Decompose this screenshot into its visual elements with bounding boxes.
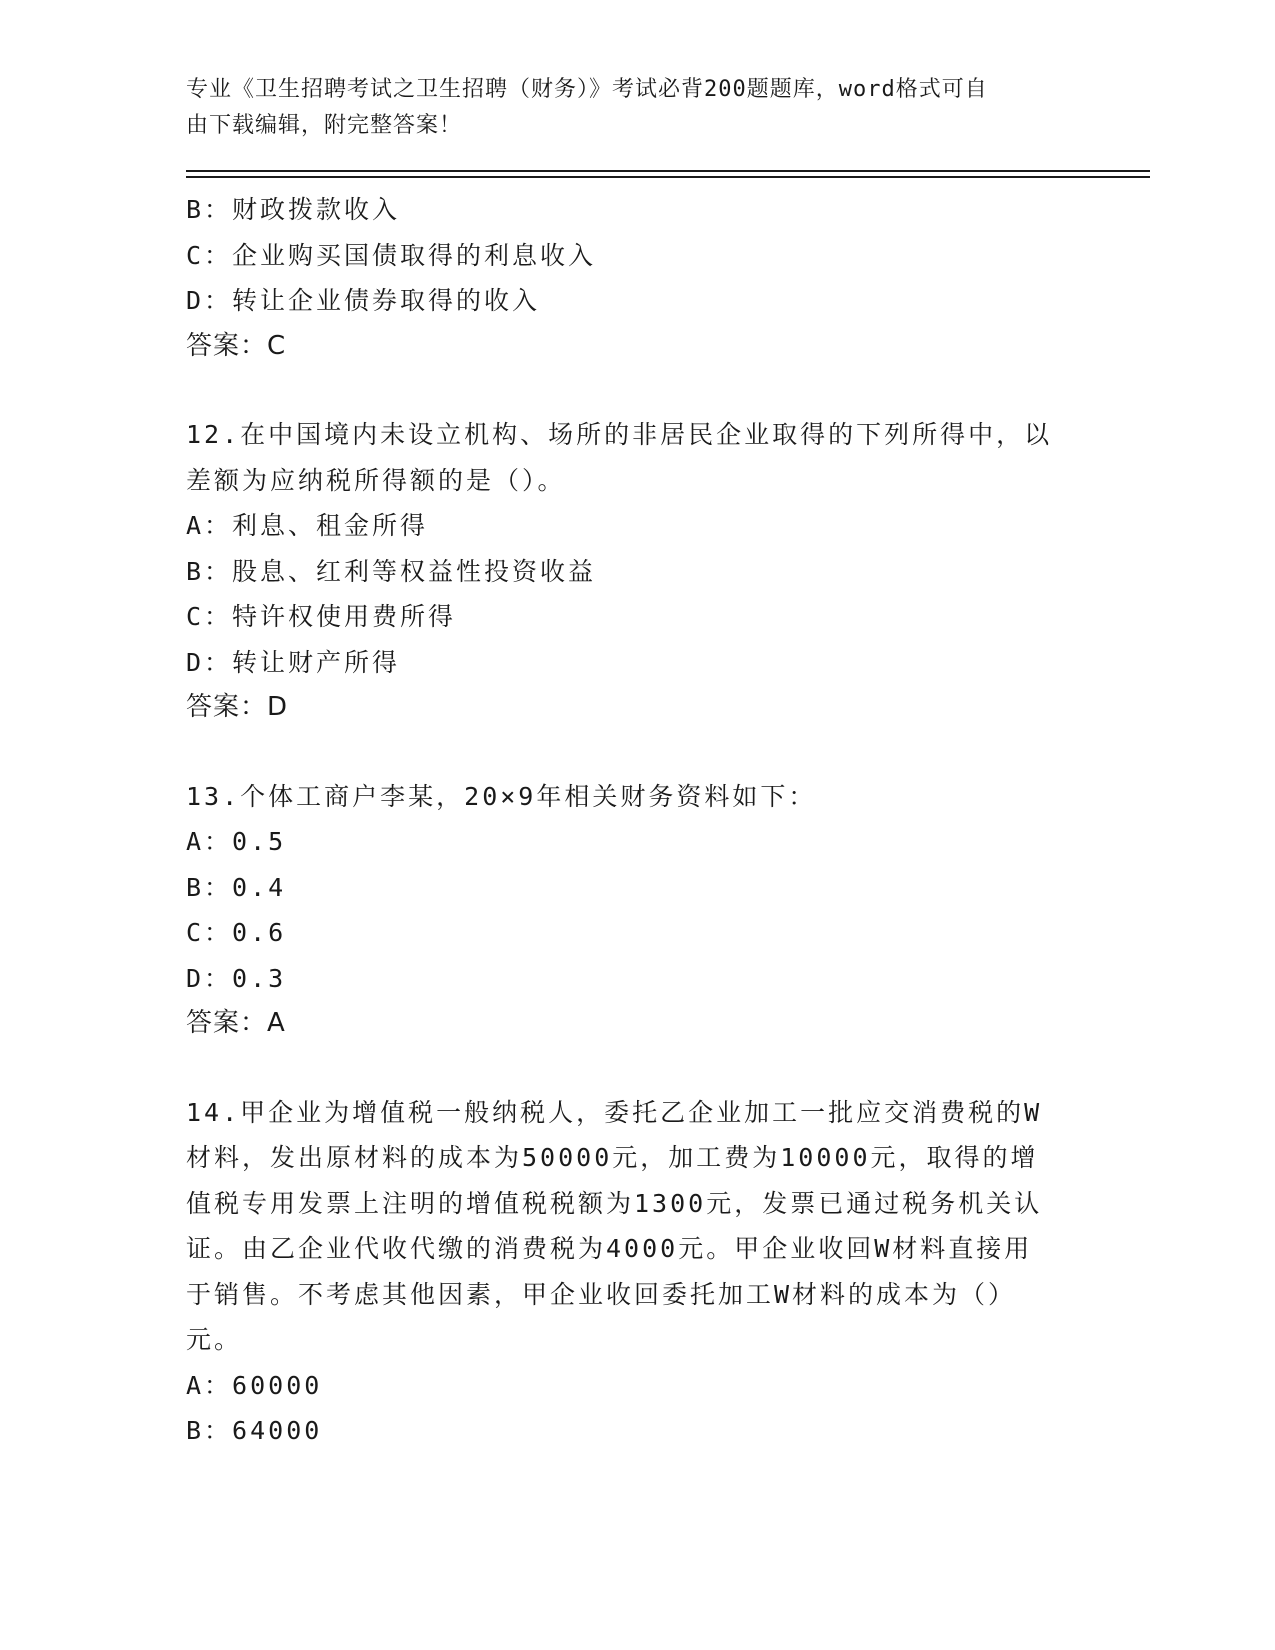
header-rule-bottom xyxy=(186,176,1150,178)
option-b: B：64000 xyxy=(186,1416,323,1445)
option-b: B：股息、红利等权益性投资收益 xyxy=(186,556,597,586)
question-text-line: 值税专用发票上注明的增值税税额为1300元，发票已通过税务机关认 xyxy=(186,1188,1043,1218)
question-14 xyxy=(186,1090,1086,1454)
document-body xyxy=(186,187,1086,1454)
question-text-line: 13.个体工商户李某，20×9年相关财务资料如下： xyxy=(186,781,817,811)
question-12 xyxy=(186,412,1086,731)
option-c: C：企业购买国债取得的利息收入 xyxy=(186,240,597,270)
question-11-continuation xyxy=(186,187,1086,369)
option-b: B：财政拨款收入 xyxy=(186,195,401,224)
option-c: C：特许权使用费所得 xyxy=(186,602,457,631)
option-c: C：0.6 xyxy=(186,918,287,947)
question-text-line: 元。 xyxy=(186,1325,243,1354)
spacer xyxy=(186,731,1086,774)
option-d: D：转让财产所得 xyxy=(186,647,401,677)
question-text-line: 14.甲企业为增值税一般纳税人，委托乙企业加工一批应交消费税的W xyxy=(186,1097,1043,1127)
question-text-line: 差额为应纳税所得额的是（）。 xyxy=(186,465,566,495)
header-rule-top xyxy=(186,170,1150,172)
option-d: D：转让企业债券取得的收入 xyxy=(186,286,541,315)
question-text-line: 材料，发出原材料的成本为50000元，加工费为10000元，取得的增 xyxy=(186,1143,1039,1172)
option-a: A：60000 xyxy=(186,1370,323,1400)
document-header xyxy=(186,72,1066,144)
question-text-line: 12.在中国境内未设立机构、场所的非居民企业取得的下列所得中，以 xyxy=(186,420,1053,449)
header-line-1: 专业《卫生招聘考试之卫生招聘（财务）》考试必背200题题库，word格式可自 xyxy=(186,77,988,102)
question-13 xyxy=(186,774,1086,1047)
option-a: A：0.5 xyxy=(186,827,287,856)
spacer xyxy=(186,1047,1086,1090)
option-d: D：0.3 xyxy=(186,963,287,993)
option-b: B：0.4 xyxy=(186,872,287,902)
answer-line: 答案：A xyxy=(186,1008,286,1038)
answer-line: 答案：D xyxy=(186,692,289,722)
spacer xyxy=(186,369,1086,412)
answer-line: 答案：C xyxy=(186,330,287,361)
header-line-2: 由下载编辑，附完整答案！ xyxy=(186,113,463,138)
question-text-line: 于销售。不考虑其他因素，甲企业收回委托加工W材料的成本为（） xyxy=(186,1279,1017,1309)
option-a: A：利息、租金所得 xyxy=(186,511,429,540)
question-text-line: 证。由乙企业代收代缴的消费税为4000元。甲企业收回W材料直接用 xyxy=(186,1234,1033,1263)
